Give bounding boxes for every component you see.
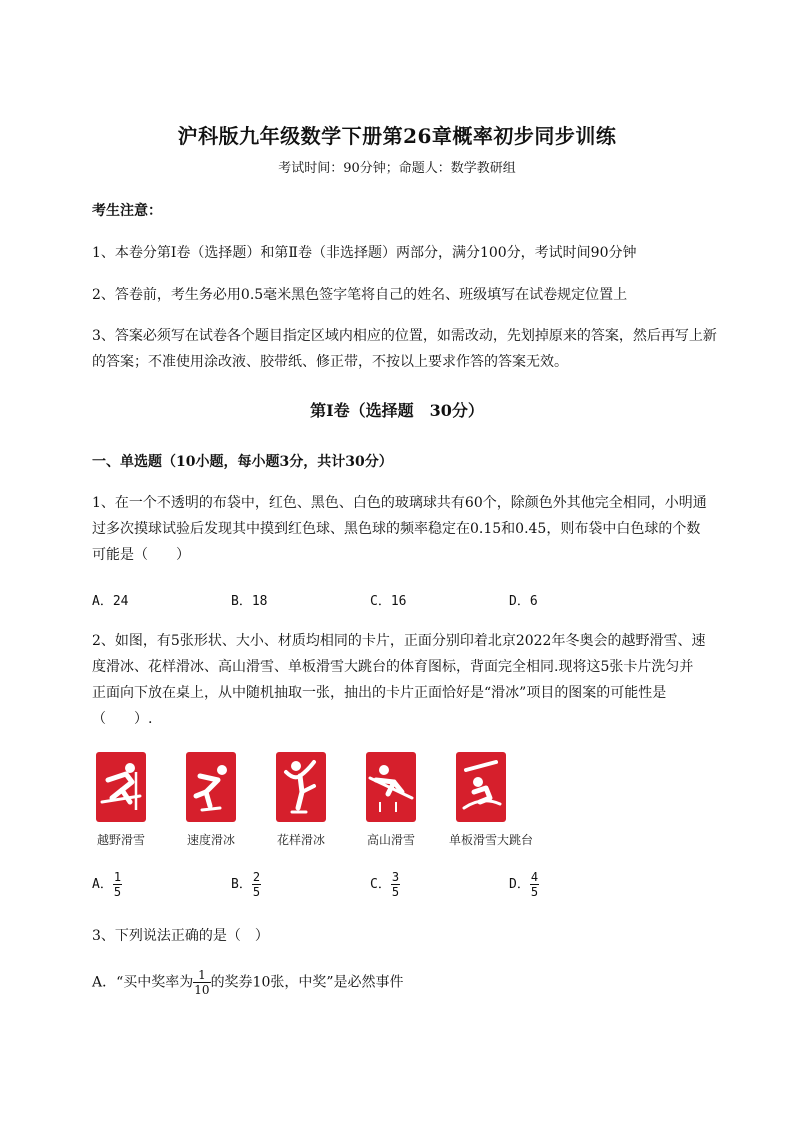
cross-country-skiing-icon — [96, 752, 146, 822]
option-letter: D． — [509, 877, 530, 892]
icon-label-alpine-skiing: 高山滑雪 — [366, 833, 415, 847]
section-title: 第I卷（选择题 30分） — [310, 401, 484, 420]
q2-line-4: （ ）. — [92, 711, 153, 727]
icon-label-snowboard: 单板滑雪大跳台 — [448, 833, 533, 847]
q2-line-3: 正面向下放在桌上，从中随机抽取一张，抽出的卡片正面恰好是“滑冰”项目的图案的可能性是 — [92, 685, 667, 701]
notice-item-2: 2、答卷前，考生务必用0.5毫米黑色签字笔将自己的姓名、班级填写在试卷规定位置上 — [92, 287, 628, 303]
q1-option-d[interactable]: D．6 — [509, 594, 538, 609]
page-title: 沪科版九年级数学下册第26章概率初步同步训练 — [177, 124, 617, 148]
q3-option-a-after: 的奖券10张，中奖”是必然事件 — [210, 974, 404, 991]
denominator: 10 — [194, 983, 210, 997]
q2-option-d[interactable] — [509, 870, 539, 899]
notice-item-1: 1、本卷分第I卷（选择题）和第Ⅱ卷（非选择题）两部分，满分100分，考试时间90分钟 — [92, 245, 637, 261]
numerator: 3 — [391, 870, 400, 884]
part-title: 一、单选题（10小题，每小题3分，共计30分） — [92, 454, 393, 470]
denominator: 5 — [113, 885, 122, 899]
fraction — [113, 870, 122, 899]
q2-option-c[interactable] — [370, 870, 400, 899]
q2-line-1: 2、如图，有5张形状、大小、材质均相同的卡片，正面分别印着北京2022年冬奥会的越野滑雪、速 — [92, 633, 706, 649]
fraction — [391, 870, 400, 899]
fraction — [252, 870, 261, 899]
option-letter: B． — [231, 877, 252, 892]
q3-option-a[interactable] — [92, 968, 404, 997]
q1-line-3: 可能是（ ） — [92, 547, 190, 563]
numerator: 1 — [193, 968, 210, 983]
snowboard-big-air-icon — [456, 752, 506, 822]
option-letter: C． — [370, 877, 391, 892]
notice-heading: 考生注意： — [92, 203, 162, 219]
q1-line-2: 过多次摸球试验后发现其中摸到红色球、黑色球的频率稳定在0.15和0.45，则布袋中白色球的个数 — [92, 521, 701, 537]
notice-item-3: 3、答案必须写在试卷各个题目指定区域内相应的位置，如需改动，先划掉原来的答案，然后再写上新 — [92, 328, 717, 344]
q3-option-a-before: A．“买中奖率为 — [92, 974, 194, 991]
denominator: 5 — [252, 885, 261, 899]
numerator: 2 — [252, 870, 261, 884]
numerator: 1 — [113, 870, 122, 884]
q3-stem: 3、下列说法正确的是（ ） — [92, 928, 269, 944]
q2-option-a[interactable] — [92, 870, 122, 899]
icon-label-cross-country: 越野滑雪 — [96, 833, 145, 847]
q1-option-b[interactable]: B．18 — [231, 594, 268, 609]
q1-option-a[interactable]: A．24 — [92, 594, 129, 609]
q2-option-b[interactable] — [231, 870, 261, 899]
denominator: 5 — [530, 885, 539, 899]
speed-skating-icon — [186, 752, 236, 822]
q1-option-c[interactable]: C．16 — [370, 594, 407, 609]
notice-item-3-cont: 的答案；不准使用涂改液、胶带纸、修正带，不按以上要求作答的答案无效。 — [92, 354, 568, 370]
icon-label-speed-skating: 速度滑冰 — [186, 833, 235, 847]
q1-line-1: 1、在一个不透明的布袋中，红色、黑色、白色的玻璃球共有60个，除颜色外其他完全相同，小明通 — [92, 495, 707, 511]
q2-line-2: 度滑冰、花样滑冰、高山滑雪、单板滑雪大跳台的体育图标，背面完全相同.现将这5张卡片洗匀并 — [92, 659, 694, 675]
fraction — [530, 870, 539, 899]
denominator: 5 — [391, 885, 400, 899]
option-letter: A． — [92, 877, 113, 892]
icon-label-figure-skating: 花样滑冰 — [276, 833, 325, 847]
alpine-skiing-icon — [366, 752, 416, 822]
numerator: 4 — [530, 870, 539, 884]
page-subtitle: 考试时间：90分钟；命题人：数学教研组 — [278, 161, 516, 176]
figure-skating-icon — [276, 752, 326, 822]
fraction — [193, 968, 210, 997]
